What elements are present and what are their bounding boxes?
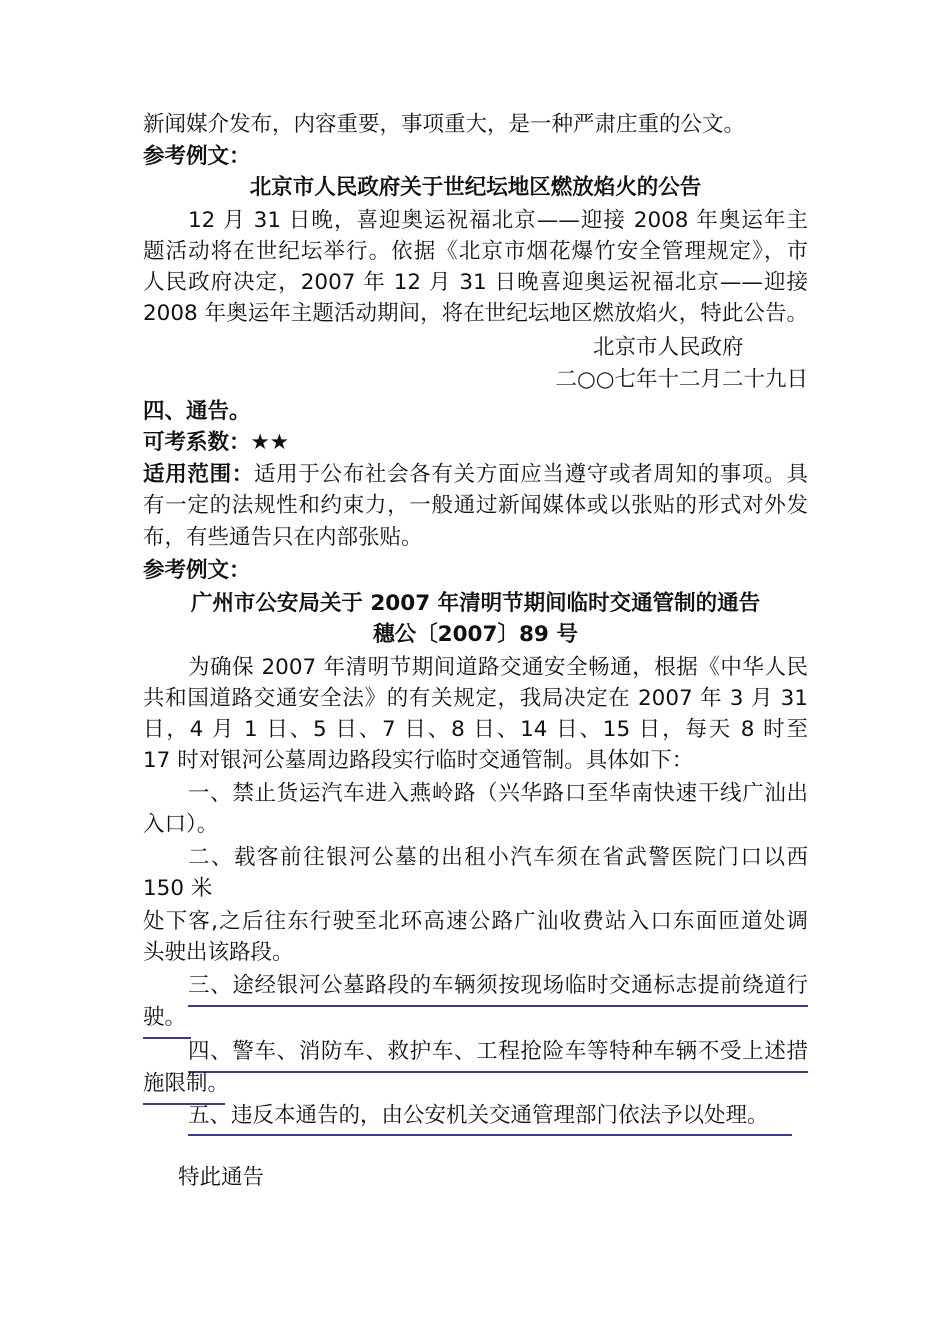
paragraph-line: 共和国道路交通安全法》的有关规定，我局决定在 2007 年 3 月 31 [143, 686, 808, 711]
list-item-line: 150 米 [143, 876, 213, 901]
scope-text: 适用于公布社会各有关方面应当遵守或者周知的事项。具 [253, 462, 808, 487]
scope-line [143, 460, 808, 490]
list-item-line: 三、途经银河公墓路段的车辆须按现场临时交通标志提前绕道行 [188, 973, 808, 998]
paragraph-line: 12 月 31 日晚，喜迎奥运祝福北京——迎接 2008 年奥运年主 [188, 208, 808, 233]
underline [143, 1037, 191, 1039]
section-label: 参考例文： [143, 144, 251, 169]
list-item-line: 驶。 [143, 1005, 187, 1030]
underline [188, 1134, 792, 1136]
section-label: 参考例文： [143, 558, 251, 583]
list-item-line: 二、载客前往银河公墓的出租小汽车须在省武警医院门口以西 [188, 845, 808, 870]
example-title: 北京市人民政府关于世纪坛地区燃放焰火的公告 [249, 175, 702, 200]
paragraph-line: 为确保 2007 年清明节期间道路交通安全畅通，根据《中华人民 [188, 655, 808, 680]
rating-stars: ★★ [250, 430, 290, 455]
rating-line [143, 428, 808, 458]
paragraph-line: 17 时对银河公墓周边路段实行临时交通管制。具体如下： [143, 748, 694, 773]
paragraph-line: 日，4 月 1 日、5 日、7 日、8 日、14 日、15 日，每天 8 时至 [143, 717, 808, 742]
paragraph-line: 题活动将在世纪坛举行。依据《北京市烟花爆竹安全管理规定》，市 [143, 239, 808, 264]
closing-line: 特此通告 [178, 1165, 265, 1190]
section-heading: 四、通告。 [143, 399, 251, 424]
paragraph-line: 人民政府决定，2007 年 12 月 31 日晚喜迎奥运祝福北京——迎接 [143, 270, 808, 295]
list-item-line: 处下客,之后往东行驶至北环高速公路广汕收费站入口东面匝道处调 [143, 909, 808, 934]
list-item-line: 头驶出该路段。 [143, 940, 294, 965]
list-item-line: 入口）。 [143, 812, 219, 837]
signature-date: 二○○七年十二月二十九日 [555, 367, 808, 392]
paragraph-line: 布，有些通告只在内部张贴。 [143, 525, 423, 550]
list-item-line: 施限制。 [143, 1071, 230, 1096]
signature-org: 北京市人民政府 [593, 335, 744, 360]
list-item-line: 五、违反本通告的，由公安机关交通管理部门依法予以处理。 [188, 1103, 769, 1128]
paragraph-line: 有一定的法规性和约束力，一般通过新闻媒体或以张贴的形式对外发 [143, 493, 808, 518]
scope-label: 适用范围： [143, 462, 254, 487]
list-item-line: 四、警车、消防车、救护车、工程抢险车等特种车辆不受上述措 [188, 1039, 808, 1064]
document-number: 穗公〔2007〕89 号 [373, 622, 578, 647]
paragraph-line: 2008 年奥运年主题活动期间，将在世纪坛地区燃放焰火，特此公告。 [143, 301, 808, 326]
list-item-line: 一、禁止货运汽车进入燕岭路（兴华路口至华南快速干线广汕出 [188, 781, 808, 806]
paragraph-line: 新闻媒介发布，内容重要，事项重大，是一种严肃庄重的公文。 [143, 112, 746, 137]
rating-label: 可考系数： [143, 430, 251, 455]
example-title: 广州市公安局关于 2007 年清明节期间临时交通管制的通告 [190, 591, 761, 616]
